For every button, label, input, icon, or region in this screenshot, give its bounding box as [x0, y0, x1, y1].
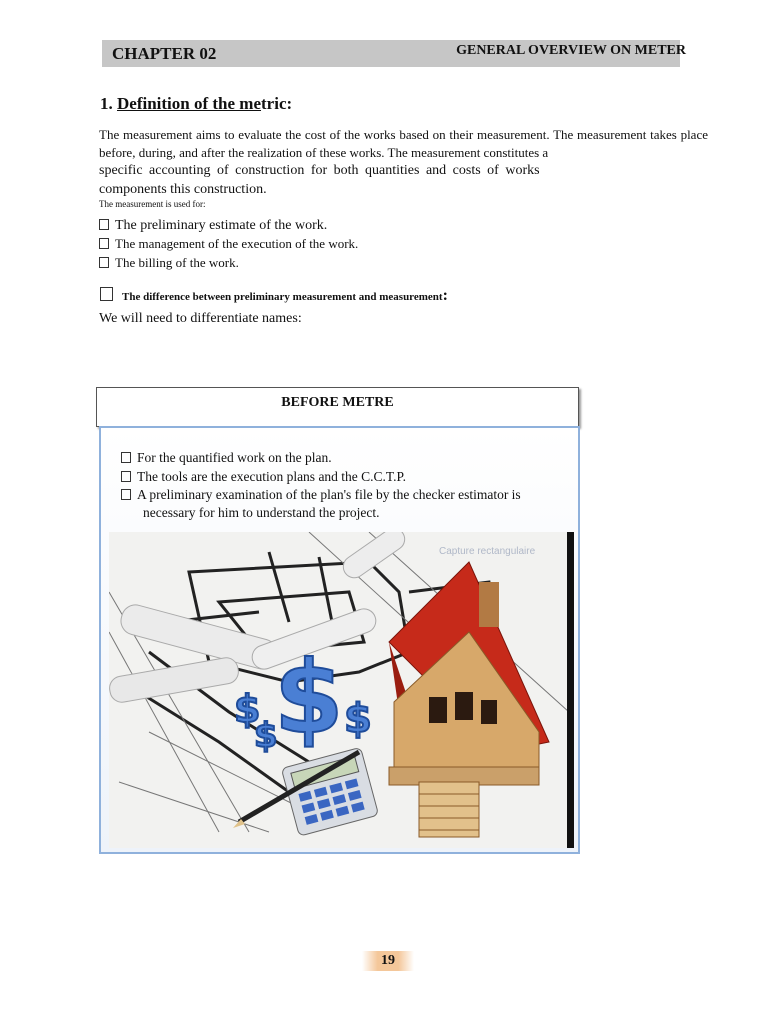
- section-title-underlined: Definition of the me: [117, 94, 262, 113]
- image-watermark: Capture rectangulaire: [439, 546, 536, 557]
- list-item: The management of the execution of the work.: [99, 236, 358, 252]
- before-metre-box: [99, 426, 580, 854]
- difference-heading: The difference between preliminary measurement and measurement:: [100, 287, 448, 305]
- checkbox-bullet-icon: [99, 238, 109, 249]
- used-for-label: The measurement is used for:: [99, 199, 206, 209]
- checkbox-bullet-icon: [121, 471, 131, 482]
- svg-text:$: $: [254, 716, 278, 756]
- definition-paragraph-line3: components this construction.: [99, 182, 267, 197]
- checkbox-bullet-icon: [100, 287, 113, 301]
- before-metre-title: BEFORE METRE: [281, 395, 394, 410]
- checkbox-bullet-icon: [121, 489, 131, 500]
- list-item: The tools are the execution plans and the C.C.T.P.: [121, 468, 406, 486]
- checkbox-bullet-icon: [99, 219, 109, 230]
- svg-text:$: $: [344, 696, 372, 742]
- list-item: A preliminary examination of the plan's file by the checker estimator is necessary for him to understand the project.: [121, 486, 561, 522]
- definition-paragraph-line2: specific accounting of construction for both quantities and costs of works: [99, 163, 540, 178]
- section-title: [100, 94, 292, 114]
- house-plans-illustration: [109, 532, 574, 848]
- svg-text:$: $: [234, 687, 261, 731]
- chapter-number: CHAPTER 02: [112, 44, 217, 63]
- checkbox-bullet-icon: [99, 257, 109, 268]
- before-metre-header: [96, 387, 579, 427]
- list-item: For the quantified work on the plan.: [121, 449, 332, 467]
- chapter-title: GENERAL OVERVIEW ON METER: [456, 43, 686, 58]
- section-title-rest: tric:: [261, 94, 293, 113]
- page-number: 19: [362, 951, 414, 971]
- list-item: The billing of the work.: [99, 255, 239, 271]
- chapter-header: [102, 40, 686, 67]
- list-item: The preliminary estimate of the work.: [99, 218, 327, 234]
- checkbox-bullet-icon: [121, 452, 131, 463]
- section-number: 1.: [100, 94, 113, 113]
- differentiate-names-text: We will need to differentiate names:: [99, 311, 302, 326]
- definition-paragraph: The measurement aims to evaluate the cost of the works based on their measurement. The measurement takes place before, during, and after the realization of these works. The measurement constitutes a: [99, 127, 708, 160]
- svg-text:$: $: [274, 639, 344, 756]
